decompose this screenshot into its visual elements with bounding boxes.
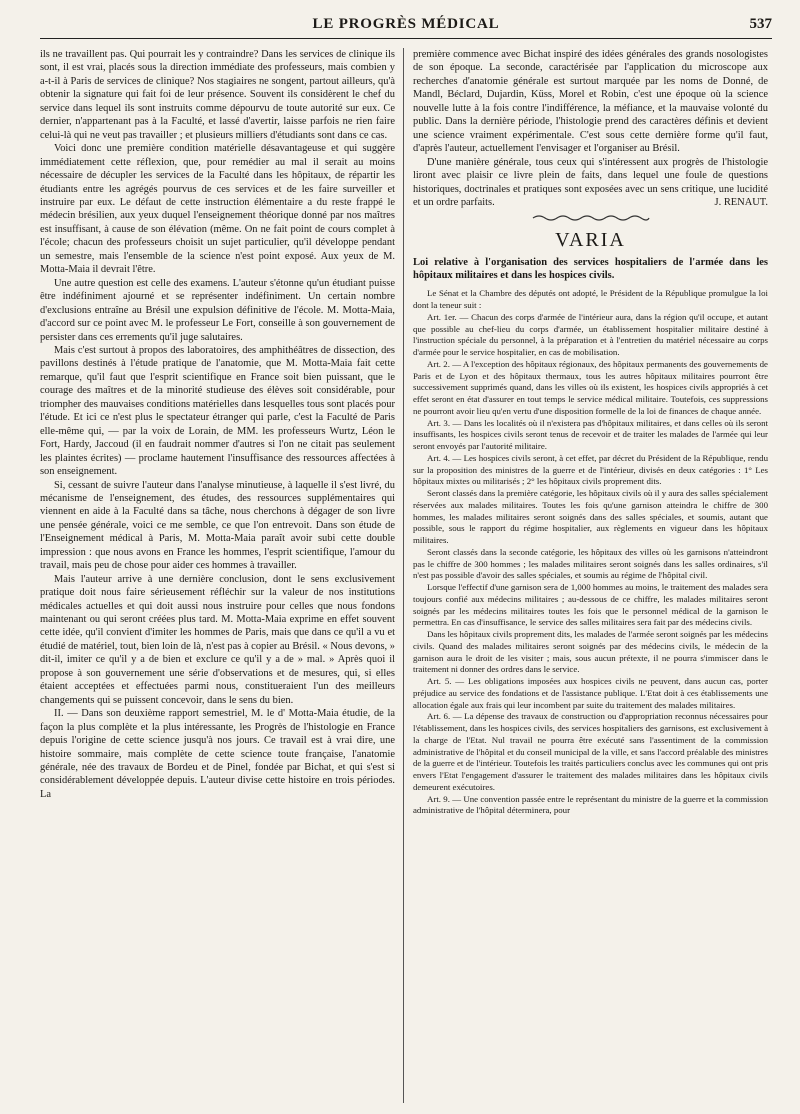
page-header: [40, 14, 772, 39]
law-paragraph: Dans les hôpitaux civils proprement dits, les malades de l'armée seront soignés par les médecins civils. Quand des malades militaires seront soignés par des médecins civils, le médecin de la garnison aura le droit de les visiter ; mais, sous aucun prétexte, il ne pourra s'immiscer dans le traitement ni donner des ordres dans le service.: [413, 629, 768, 675]
paragraph: Mais c'est surtout à propos des laboratoires, des amphithéâtres de dissection, des pavillons destinés à l'étude pratique de l'anatomie, que M. Motta-Maia fait cette remarque, qu'il faut que l'esprit scientifique en France soit bien puissant, que le courage des maîtres et de la minorité studieuse des élèves soit considérable, pour triompher des mauvaises conditions matérielles dans lesquelles tous sont placés pour l'étude. Et ici ce n'est plus le spectateur étranger qui parle, c'est la Faculté de Paris elle-même qui, — par la voix de Lorain, de MM. les professeurs Wurtz, Léon le Fort, Hardy, Jaccoud (il en faudrait nommer d'autres si l'on ne citait pas seulement les plaintes écrites) — proclame hautement l'insuffisance des ressources affectées à son enseignement.: [40, 344, 395, 478]
section-title: VARIA: [555, 229, 626, 252]
law-article: Art. 5. — Les obligations imposées aux hospices civils ne peuvent, dans aucun cas, porter préjudice au service des fondations et de l'assistance publique. L'Etat doit à ces établissements une allocation égale aux frais qui leur incombent par suite du traitement des malades militaires.: [413, 676, 768, 710]
law-text: [413, 288, 768, 817]
paragraph: Si, cessant de suivre l'auteur dans l'analyse minutieuse, à laquelle il s'est livré, du mécanisme de l'enseignement, des études, des ressources supplémentaires qui viennent en aide à la Faculté dans sa tâche, nous cherchons à dégager de son livre une pensée générale, voici ce me semble, ce que l'on entrevoit. Dans son étude de l'Enseignement médical à Paris, M. Motta-Maia paraît avoir subi cette double impression : que nous avons en France les hommes, l'esprit scientifique, l'amour du travail, mais peu de chose pour aider ces hommes à travailler.: [40, 479, 395, 572]
column-divider: [403, 48, 404, 1103]
paragraph: première commence avec Bichat inspiré des idées générales des grands nosologistes de son époque. La seconde, caractérisée par l'application du microscope aux recherches d'anatomie générale est surtout marquée par les noms de Donné, de Mandl, Béclard, Dujardin, Küss, Morel et Robin, c'est une époque où la science nouvelle lutte à la fois contre l'indifférence, la méfiance, et la mauvaise volonté du public. Dans la dernière période, l'histologie prend des caractères définis et devient une science vraiment expérimentale. C'est sous cette dernière forme qu'il faut, d'après l'auteur, actuellement l'envisager et l'organiser au Brésil.: [413, 49, 768, 155]
law-article: Art. 2. — A l'exception des hôpitaux régionaux, des hôpitaux permanents des gouvernements de Paris et de Lyon et des hôpitaux thermaux, tous les autres hôpitaux militaires pourront être successivement supprimés quand, dans les villes où ils existent, les hospices civils appropriés à cet effet seront en état d'assurer en tout temps le service médical militaire. Toutefois, ces suppressions ne pourront avoir lieu qu'en vertu d'une disposition formelle de la loi de finances de chaque année.: [413, 358, 768, 416]
law-paragraph: Seront classés dans la seconde catégorie, les hôpitaux des villes où les garnisons n'atteindront pas le chiffre de 300 hommes ; les malades militaires seront soignés dans les salles ordinaires, s'il n'est pas possible d'avoir des salles spéciales, et soumis au régime de l'hôpital civil.: [413, 546, 768, 581]
author-signature: J. RENAUT.: [714, 197, 768, 208]
law-paragraph: Lorsque l'effectif d'une garnison sera de 1,000 hommes au moins, le traitement des malades sera toujours confié aux médecins militaires ; au-dessous de ce chiffre, les malades militaires seront soignés par les médecins militaires toutes les fois que le personnel médical de la garnison le permettra. En cas d'insuffisance, le service des salles militaires sera fait par des médecins civils.: [413, 582, 768, 628]
right-column: [413, 48, 768, 1103]
paragraph: Une autre question est celle des examens. L'auteur s'étonne qu'un étudiant puisse être indéfiniment ajourné et se représenter indéfiniment. Un certain nombre d'exclusions entraîne au Brésil une expulsion définitive de l'école. M. Motta-Maia, d'accord sur ce point avec M. le professeur Le Fort, conseille à son gouvernement de persister dans ces errements qu'il juge salutaires.: [40, 277, 395, 343]
paragraph: D'une manière générale, tous ceux qui s'intéressent aux progrès de l'histologie liront avec plaisir ce livre plein de faits, dans lequel une foule de questions historiques, doctrinales et pratiques sont exposées avec un sens critique, une lucidité et un ordre parfaits.: [413, 156, 768, 208]
law-article: Art. 4. — Les hospices civils seront, à cet effet, par décret du Président de la République, rendu sur la proposition des ministres de la guerre et de l'intérieur, divisés en deux catégories : 1° Les hôpitaux mixtes ou militarisés ; 2° les hôpitaux civils proprement dits.: [413, 452, 768, 487]
left-column: [40, 48, 395, 1103]
law-article: Art. 1er. — Chacun des corps d'armée de l'intérieur aura, dans la région qu'il occupe, et autant que possible au chef-lieu du corps d'armée, un établissement hospitalier militaire destiné à l'instruction spéciale du personnel, à la préparation et à l'entretien du matériel nécessaire au corps d'armée pour le service hospitalier, en cas de mobilisation.: [413, 311, 768, 358]
law-paragraph: Seront classés dans la première catégorie, les hôpitaux civils où il y aura des salles spécialement réservées aux malades militaires. Toutes les fois qu'une garnison atteindra le chiffre de 300 hommes, les malades militaires seront soignés dans des salles spéciales, et soumis, autant que possible, sous le rapport du régime hospitalier, aux règlements en vigueur dans les hôpitaux militaires.: [413, 488, 768, 546]
law-article: Art. 9. — Une convention passée entre le représentant du ministre de la guerre et la commission administrative de l'hôpital déterminera, pour: [413, 793, 768, 816]
section-ornament: [413, 213, 768, 223]
paragraph: II. — Dans son deuxième rapport semestriel, M. le d' Motta-Maia étudie, de la façon la plus complète et la plus intéressante, les Progrès de l'histologie en France depuis l'origine de cette science jusqu'à nos jours. Ce travail est à vrai dire, une histoire sommaire, mais complète de cette science toute française, l'anatomie générale, née des travaux de Bordeu et de Pinel, fondée par Bichat, et qui s'est si considérablement développée depuis. L'auteur divise cette histoire en trois périodes. La: [40, 708, 395, 800]
paragraph: Voici donc une première condition matérielle désavantageuse et qui suggère immédiatement cette réflexion, que, pour remédier au mal il serait au moins nécessaire de décupler les services de la Faculté dans les hôpitaux, de répartir les étudiants entre les agrégés pourvus de ces services et de les faire surveiller et instruire par eux. Le défaut de cette instruction élémentaire a du reste frappé le médecin brésilien, aux yeux duquel l'enseignement théorique donné par nos maîtres est insuffisant, à cause de son élévation (même. On ne fait point de cours complet à l'école; chacun des professeurs choisit un sujet particulier, qu'il développe pendant un semestre, mais l'ensemble de la science n'est point exposé. Aux yeux de M. Motta-Maia il devrait l'être.: [40, 143, 395, 276]
law-article: Art. 3. — Dans les localités où il n'existera pas d'hôpitaux militaires, et dans celles où ils seront insuffisants, les hospices civils seront tenus de recevoir et de traiter les malades de l'armée qui leur seront envoyés par l'autorité militaire.: [413, 417, 768, 452]
law-title: Loi relative à l'organisation des services hospitaliers de l'armée dans les hôpitaux militaires et dans les hospices civils.: [413, 257, 768, 281]
page-number: 537: [749, 16, 772, 32]
paragraph: Mais l'auteur arrive à une dernière conclusion, dont le sens exclusivement pratique doit nous faire sérieusement réfléchir sur la valeur de nos institutions médicales actuelles et qui doit aussi nous instruire pour celles que nous fondons maintenant ou qui seront créées plus tard. M. Motta-Maia exprime en effet souvent cette idée, qu'il convient d'imiter les hommes de Paris, mais que dans ce qu'il a vu et étudié de matériel, tout, bien loin de là, n'est pas à copier au Brésil. « Nous devons, » dit-il, imiter ce qu'il y a de bien et exclure ce qu'il y a de » mal. » Après quoi il propose à son gouvernement une série d'observations et de mesures, qui, si elles étaient acceptées et effectuées parmi nous, constitueraient l'un des meilleurs changements qui se puissent concevoir, dans le sens du bien.: [40, 573, 395, 706]
paragraph: ils ne travaillent pas. Qui pourrait les y contraindre? Dans les services de clinique ils sont, il est vrai, placés sous la direction immédiate des professeurs, mais combien y a-t-il à Paris de services de clinique? Nos stagiaires ne songent, partout ailleurs, qu'à obtenir la signature qui fait foi de leur présence. Souvent ils considèrent le chef du service dans lequel ils sont instruits comme dépourvu de toute autorité sur eux. Ce dernier, n'appartenant pas à la Faculté, et lassé d'avertir, laisse parfois ne rien faire celui-là qui ne veut pas travailler ; et plusieurs milliers d'étudiants sont dans ce cas.: [40, 49, 395, 141]
law-article: Art. 6. — La dépense des travaux de construction ou d'appropriation reconnus nécessaires pour l'établissement, dans les hospices civils, des services hospitaliers des garnisons, est exclusivement à la charge de l'Etat. Nul travail ne pourra être exécuté sans l'assentiment de la commission administrative de l'hôpital et du conseil municipal de la ville, et sans l'accord préalable des ministres de la guerre et de l'intérieur. Toutefois les traités particuliers conclus avec les communes qui ont pris envers l'Etat l'engagement d'assurer le traitement des malades militaires dans les hôpitaux civils demeurent exécutoires.: [413, 711, 768, 792]
journal-title: LE PROGRÈS MÉDICAL: [312, 16, 500, 32]
law-paragraph: Le Sénat et la Chambre des députés ont adopté, le Président de la République promulgue la loi dont la teneur suit :: [413, 288, 768, 311]
